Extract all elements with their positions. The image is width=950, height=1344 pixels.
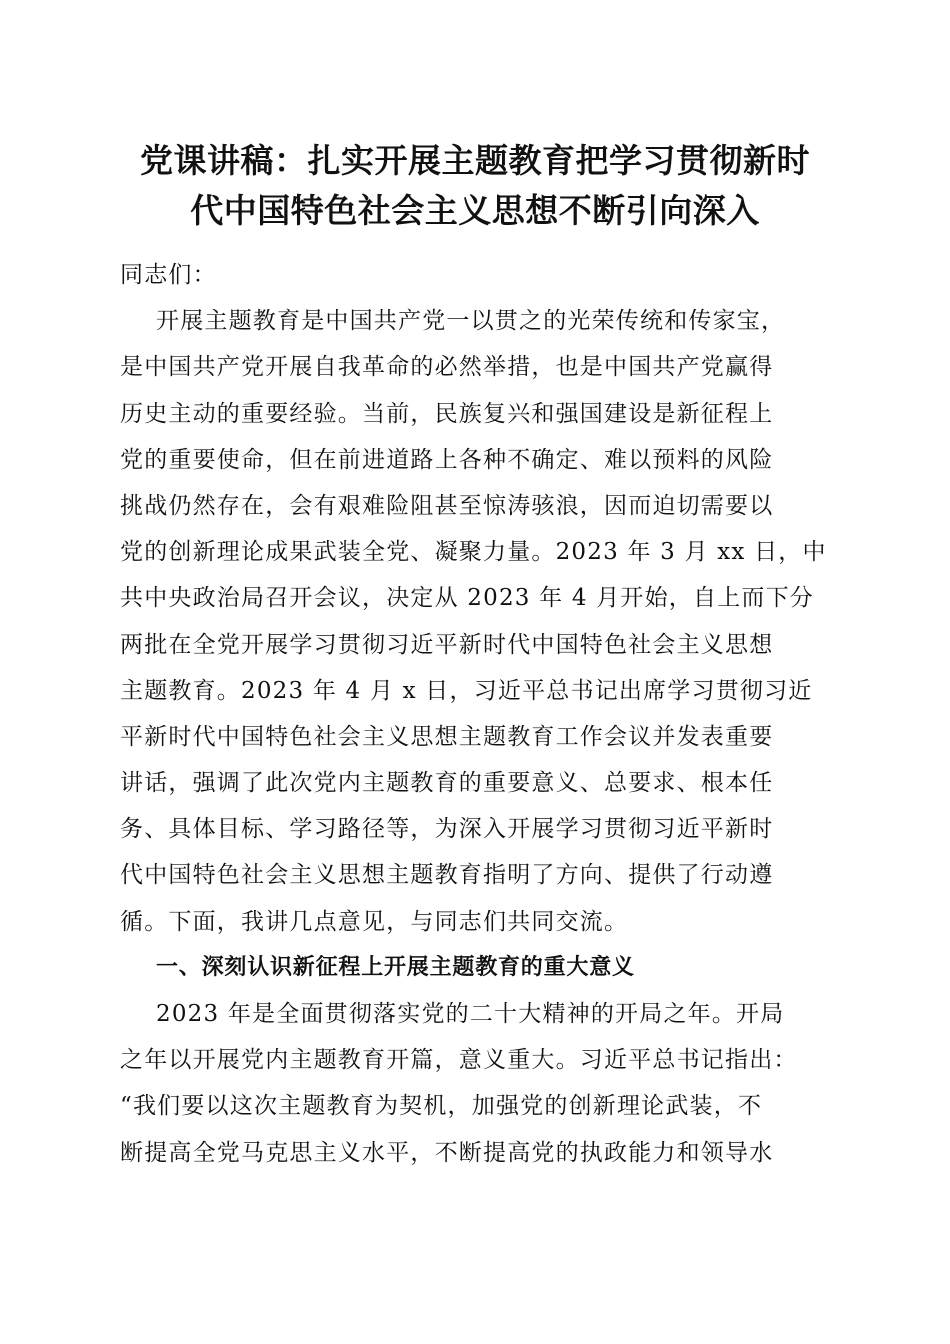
paragraph-line: 是中国共产党开展自我革命的必然举措，也是中国共产党赢得 (120, 354, 774, 381)
paragraph-line: 代中国特色社会主义思想主题教育指明了方向、提供了行动遵 (120, 862, 774, 889)
paragraph-line: 讲话，强调了此次党内主题教育的重要意义、总要求、根本任 (120, 770, 774, 797)
document-title (100, 136, 850, 236)
title-line-1: 党课讲稿：扎实开展主题教育把学习贯彻新时 (140, 141, 810, 180)
paragraph-line: 党的创新理论成果武装全党、凝聚力量。2023 年 3 月 xx 日，中 (120, 539, 827, 566)
paragraph-line: 循。下面，我讲几点意见，与同志们共同交流。 (120, 908, 629, 935)
paragraph-line: 主题教育。2023 年 4 月 x 日，习近平总书记出席学习贯彻习近 (120, 677, 813, 704)
paragraph-line: 共中央政治局召开会议，决定从 2023 年 4 月开始，自上而下分 (120, 585, 815, 612)
paragraph-line: 开展主题教育是中国共产党一以贯之的光荣传统和传家宝， (156, 308, 786, 335)
paragraph-line: 挑战仍然存在，会有艰难险阻甚至惊涛骇浪，因而迫切需要以 (120, 492, 774, 519)
paragraph-line: 两批在全党开展学习贯彻习近平新时代中国特色社会主义思想 (120, 631, 774, 658)
paragraph-line: 之年以开展党内主题教育开篇，意义重大。习近平总书记指出： (120, 1047, 798, 1074)
paragraph-intro (120, 298, 830, 945)
paragraph-line: 平新时代中国特色社会主义思想主题教育工作会议并发表重要 (120, 723, 774, 750)
title-line-2: 代中国特色社会主义思想不断引向深入 (190, 191, 760, 230)
paragraph-line: 历史主动的重要经验。当前，民族复兴和强国建设是新征程上 (120, 400, 774, 427)
paragraph-line: 务、具体目标、学习路径等，为深入开展学习贯彻习近平新时 (120, 816, 774, 843)
paragraph-section-1 (120, 991, 830, 1176)
paragraph-line: 断提高全党马克思主义水平，不断提高党的执政能力和领导水 (120, 1139, 774, 1166)
section-heading: 一、深刻认识新征程上开展主题教育的重大意义 (156, 954, 635, 980)
salutation: 同志们： (120, 262, 217, 288)
paragraph-line: “我们要以这次主题教育为契机，加强党的创新理论武装，不 (120, 1093, 763, 1120)
paragraph-line: 党的重要使命，但在前进道路上各种不确定、难以预料的风险 (120, 446, 774, 473)
paragraph-line: 2023 年是全面贯彻落实党的二十大精神的开局之年。开局 (156, 1001, 785, 1027)
document-body (120, 252, 830, 1176)
